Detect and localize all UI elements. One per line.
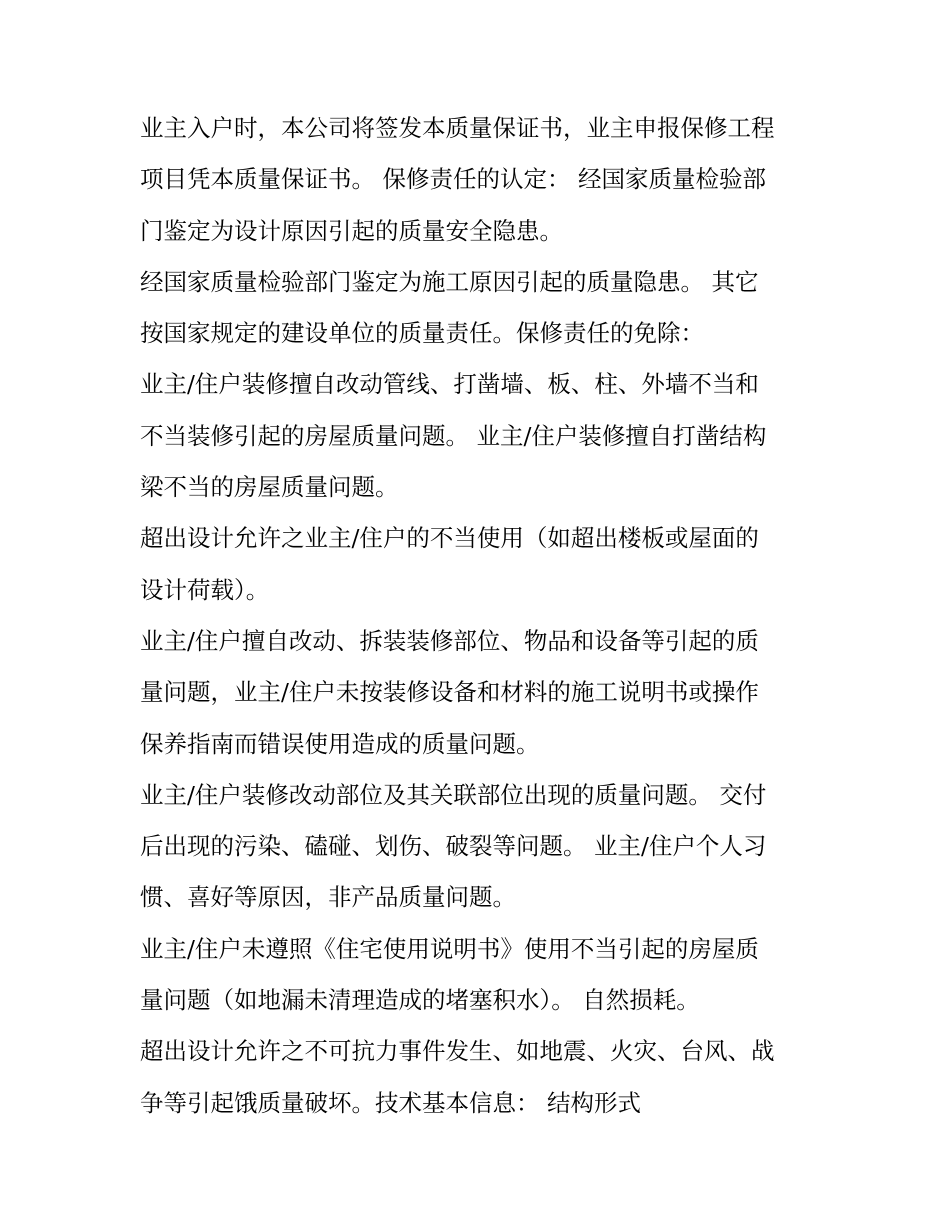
text-line: 业主/住户装修擅自改动管线、打凿墙、板、柱、外墙不当和 xyxy=(140,370,759,399)
text-line: 保养指南而错误使用造成的质量问题。 xyxy=(140,729,540,758)
text-line: 业主/住户未遵照《住宅使用说明书》使用不当引起的房屋质 xyxy=(140,934,759,963)
paragraph-warranty-identification xyxy=(140,103,820,257)
text-line: 业主入户时，本公司将签发本质量保证书，业主申报保修工程 xyxy=(140,114,775,142)
text-line: 门鉴定为设计原因引起的质量安全隐患。 xyxy=(140,216,563,245)
paragraph-force-majeure xyxy=(140,1026,820,1129)
paragraph-manual-noncompliance xyxy=(140,924,820,1027)
text-line: 业主/住户装修改动部位及其关联部位出现的质量问题。 交付 xyxy=(140,780,767,809)
text-line: 量问题（如地漏未清理造成的堵塞积水）。 自然损耗。 xyxy=(140,986,700,1015)
text-line: 业主/住户擅自改动、拆装装修部位、物品和设备等引起的质 xyxy=(140,626,759,655)
text-line: 按国家规定的建设单位的质量责任。保修责任的免除： xyxy=(140,319,704,348)
text-line: 惯、喜好等原因，非产品质量问题。 xyxy=(140,883,516,912)
text-line: 不当装修引起的房屋质量问题。 业主/住户装修擅自打凿结构 xyxy=(140,421,767,450)
text-line: 项目凭本质量保证书。 保修责任的认定： 经国家质量检验部 xyxy=(140,165,766,194)
paragraph-improper-use xyxy=(140,513,820,616)
text-line: 超出设计允许之不可抗力事件发生、如地震、火灾、台风、战 xyxy=(140,1037,775,1066)
paragraph-post-delivery-issues xyxy=(140,770,820,924)
text-line: 超出设计允许之业主/住户的不当使用（如超出楼板或屋面的 xyxy=(140,524,759,553)
text-line: 量问题，业主/住户未按装修设备和材料的施工说明书或操作 xyxy=(140,678,759,707)
text-line: 梁不当的房屋质量问题。 xyxy=(140,473,399,502)
document-body xyxy=(140,103,820,1129)
text-line: 设计荷载）。 xyxy=(140,575,270,604)
text-line: 争等引起饿质量破坏。技术基本信息： 结构形式 xyxy=(140,1088,641,1117)
paragraph-unauthorized-changes xyxy=(140,616,820,770)
text-line: 后出现的污染、磕碰、划伤、破裂等问题。 业主/住户个人习 xyxy=(140,832,767,861)
paragraph-construction-defects xyxy=(140,257,820,360)
text-line: 经国家质量检验部门鉴定为施工原因引起的质量隐患。 其它 xyxy=(140,267,759,296)
paragraph-renovation-exemption xyxy=(140,359,820,513)
